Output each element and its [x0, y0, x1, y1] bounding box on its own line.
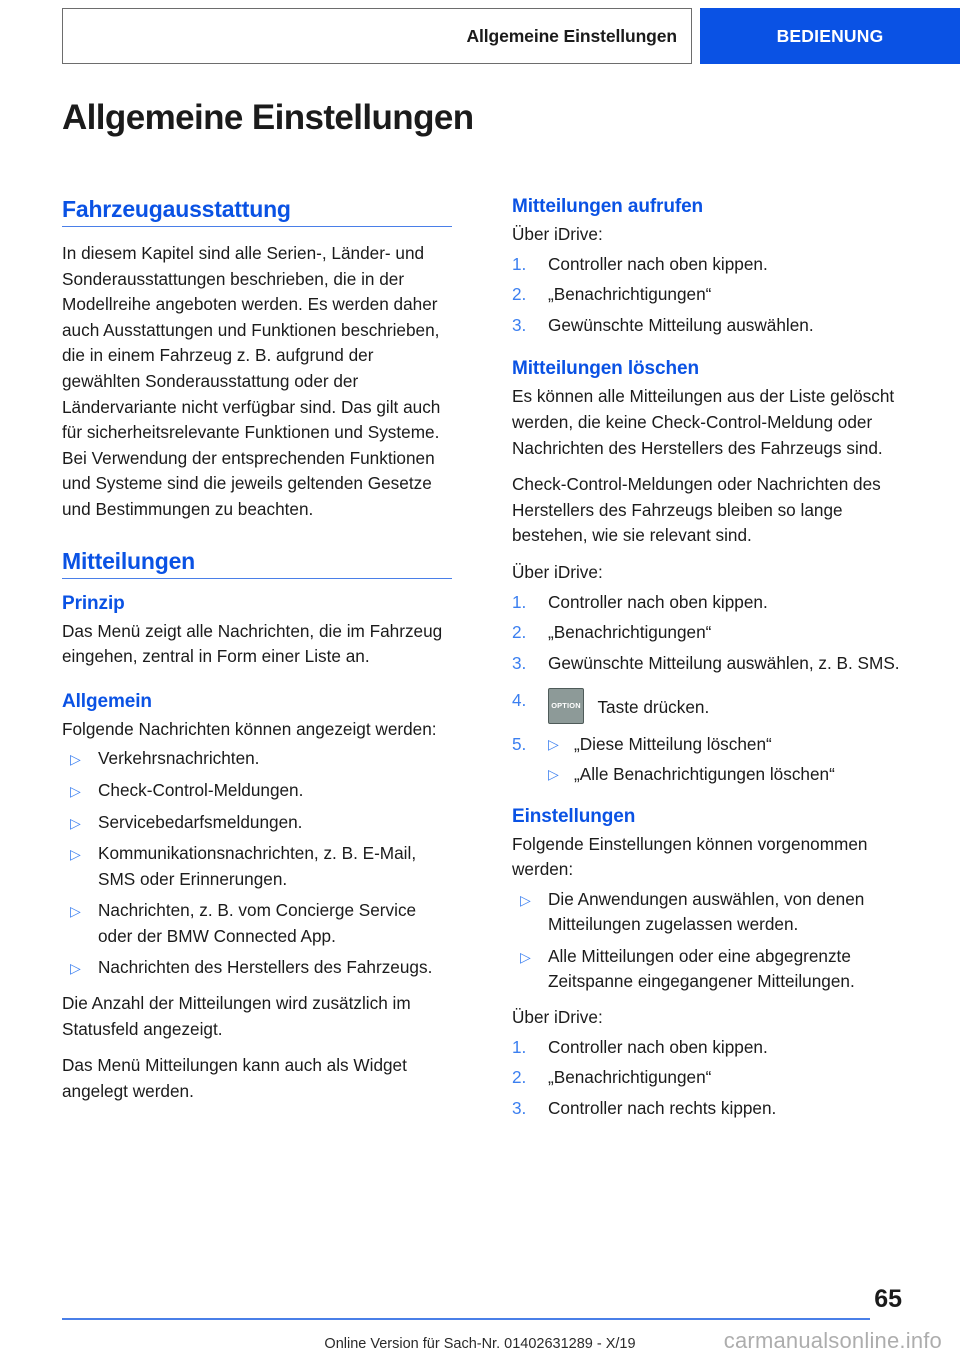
list-item — [512, 282, 902, 308]
paragraph-fahrzeugausstattung: In diesem Kapitel sind alle Serien-, Länder- und Sonderausstattungen beschrieben, die in der Modellreihe angeboten werden. Es werden daher auch Ausstattungen und Funktionen beschrieben, die in einem Fahrzeug z. B. aufgrund der gewählten Sonderausstattung oder der Ländervariante nicht verfügbar sind. Das gilt auch für sicherheitsrelevante Funktionen und Systeme. Bei Verwendung der entsprechenden Funktionen und Systeme sind die jeweils geltenden Gesetze und Bestimmungen zu beachten. — [62, 243, 441, 519]
triangle-bullet-icon: ▷ — [520, 948, 531, 965]
triangle-bullet-icon: ▷ — [520, 891, 531, 908]
list-item-label: „Benachrichtigungen“ — [548, 284, 712, 305]
list-item — [512, 887, 902, 938]
list-item-label: Nachrichten, z. B. vom Concierge Service oder der BMW Connected App. — [98, 900, 417, 946]
section-rule — [62, 226, 452, 227]
option-button-label: OPTION — [551, 701, 581, 711]
list-item-label: Check-Control-Meldungen. — [98, 779, 304, 800]
list-item-label: Kommunikationsnachrichten, z. B. E-Mail, SMS oder Erinnerungen. — [98, 843, 417, 889]
list-item-label: Controller nach oben kippen. — [548, 1036, 768, 1057]
list-item-label: Controller nach rechts kippen. — [548, 1097, 777, 1118]
footer-rule — [62, 1318, 870, 1320]
step-number: 4. — [512, 690, 527, 711]
header-left-spacer — [0, 8, 62, 64]
numbered-list-loeschen — [512, 590, 902, 788]
list-item-label: Gewünschte Mitteilung auswählen, z. B. SMS. — [548, 652, 900, 673]
list-item — [512, 590, 902, 616]
triangle-bullet-icon: ▷ — [70, 903, 81, 920]
spacer — [62, 534, 452, 548]
list-item — [62, 841, 452, 892]
paragraph-loeschen-1: Es können alle Mitteilungen aus der Liste gelöscht werden, die keine Check-Control-Meldung oder Nachrichten des Herstellers des Fahrzeugs sind. — [512, 386, 895, 458]
sub-option — [548, 762, 902, 788]
section-tab — [700, 8, 960, 64]
heading-mitteilungen: Mitteilungen — [62, 547, 196, 574]
step-number: 1. — [512, 253, 527, 274]
step-number: 1. — [512, 591, 527, 612]
list-item — [512, 252, 902, 278]
triangle-bullet-icon: ▷ — [70, 814, 81, 831]
triangle-bullet-icon: ▷ — [70, 846, 81, 863]
triangle-bullet-icon: ▷ — [70, 751, 81, 768]
page-header — [0, 8, 960, 64]
heading-prinzip: Prinzip — [62, 592, 125, 614]
step-number: 1. — [512, 1036, 527, 1057]
triangle-bullet-icon: ▷ — [548, 736, 559, 753]
sub-option-label: „Alle Benachrichtigungen löschen“ — [574, 763, 835, 784]
list-item — [512, 313, 902, 339]
list-item — [62, 746, 452, 772]
heading-einstellungen: Einstellungen — [512, 805, 636, 827]
list-item-label: Alle Mitteilungen oder eine abgegrenzte Zeitspanne eingegangener Mitteilungen. — [548, 945, 855, 992]
paragraph-widget: Das Menü Mitteilungen kann auch als Widget angelegt werden. — [62, 1055, 407, 1101]
spacer — [62, 681, 452, 691]
section-rule — [62, 578, 452, 579]
list-item — [512, 944, 902, 995]
step-number: 2. — [512, 1067, 527, 1088]
paragraph-anzahl-mitteilungen: Die Anzahl der Mitteilungen wird zusätzlich im Statusfeld angezeigt. — [62, 993, 411, 1039]
list-item-label: Controller nach oben kippen. — [548, 591, 768, 612]
list-item-label: Die Anwendungen auswählen, von denen Mitteilungen zugelassen werden. — [548, 888, 865, 935]
paragraph-idrive-intro: Über iDrive: — [512, 224, 603, 244]
list-item — [512, 620, 902, 646]
section-tab-label: BEDIENUNG — [776, 25, 884, 46]
paragraph-allgemein-intro: Folgende Nachrichten können angezeigt werden: — [62, 718, 437, 739]
step-number: 2. — [512, 284, 527, 305]
right-column — [512, 196, 902, 1133]
list-item-label: Nachrichten des Herstellers des Fahrzeugs. — [98, 957, 433, 978]
watermark: carmanualsonline.info — [723, 1328, 942, 1353]
footer-note: Online Version für Sach-Nr. 01402631289 - X/19 — [324, 1336, 636, 1352]
list-item-label: „Benachrichtigungen“ — [548, 622, 712, 643]
heading-allgemein: Allgemein — [62, 690, 152, 712]
page-number: 65 — [874, 1285, 902, 1313]
list-item — [512, 1065, 902, 1091]
list-item — [512, 732, 902, 787]
paragraph-einstellungen-intro: Folgende Einstellungen können vorgenommen werden: — [512, 833, 868, 880]
step-number: 5. — [512, 734, 527, 755]
numbered-list-aufrufen — [512, 252, 902, 339]
breadcrumb-box — [62, 8, 692, 64]
triangle-bullet-icon: ▷ — [70, 960, 81, 977]
paragraph-prinzip: Das Menü zeigt alle Nachrichten, die im Fahrzeug eingehen, zentral in Form einer Liste an. — [62, 620, 443, 667]
bullet-list-einstellungen — [512, 887, 902, 995]
list-item — [512, 651, 902, 677]
triangle-bullet-icon: ▷ — [70, 782, 81, 799]
list-item-label: Gewünschte Mitteilung auswählen. — [548, 314, 814, 335]
list-item — [62, 955, 452, 981]
list-item-label: Taste drücken. — [597, 697, 710, 718]
paragraph-idrive-intro: Über iDrive: — [512, 561, 603, 582]
step-number: 2. — [512, 622, 527, 643]
list-item — [62, 778, 452, 804]
option-button-icon — [548, 688, 584, 724]
spacer — [512, 350, 902, 358]
list-item-label: „Benachrichtigungen“ — [548, 1067, 712, 1088]
heading-mitteilungen-loeschen: Mitteilungen löschen — [512, 358, 699, 380]
list-item-label: Verkehrsnachrichten. — [98, 748, 260, 769]
list-item — [512, 1096, 902, 1122]
paragraph-loeschen-2: Check-Control-Meldungen oder Nachrichten des Herstellers des Fahrzeugs bleiben so lange bestehen, wie sie relevant sind. — [512, 474, 881, 546]
heading-mitteilungen-aufrufen: Mitteilungen aufrufen — [512, 196, 704, 217]
bullet-list-nachrichten — [62, 746, 452, 981]
page-title: Allgemeine Einstellungen — [62, 98, 474, 137]
heading-fahrzeugausstattung: Fahrzeugausstattung — [62, 196, 291, 222]
step-number: 3. — [512, 314, 527, 335]
triangle-bullet-icon: ▷ — [548, 765, 559, 782]
step-number: 3. — [512, 652, 527, 673]
numbered-list-einstellungen — [512, 1035, 902, 1122]
step-number: 3. — [512, 1097, 527, 1118]
sub-option — [548, 732, 902, 758]
list-item-label: Servicebedarfsmeldungen. — [98, 811, 303, 832]
list-item — [62, 898, 452, 949]
list-item — [512, 688, 902, 728]
paragraph-idrive-intro: Über iDrive: — [512, 1007, 603, 1028]
sub-option-label: „Diese Mitteilung löschen“ — [574, 734, 772, 755]
breadcrumb: Allgemeine Einstellungen — [466, 25, 677, 46]
list-item-label: Controller nach oben kippen. — [548, 253, 768, 274]
list-item — [512, 1035, 902, 1061]
list-item — [62, 810, 452, 836]
left-column — [62, 196, 452, 1115]
